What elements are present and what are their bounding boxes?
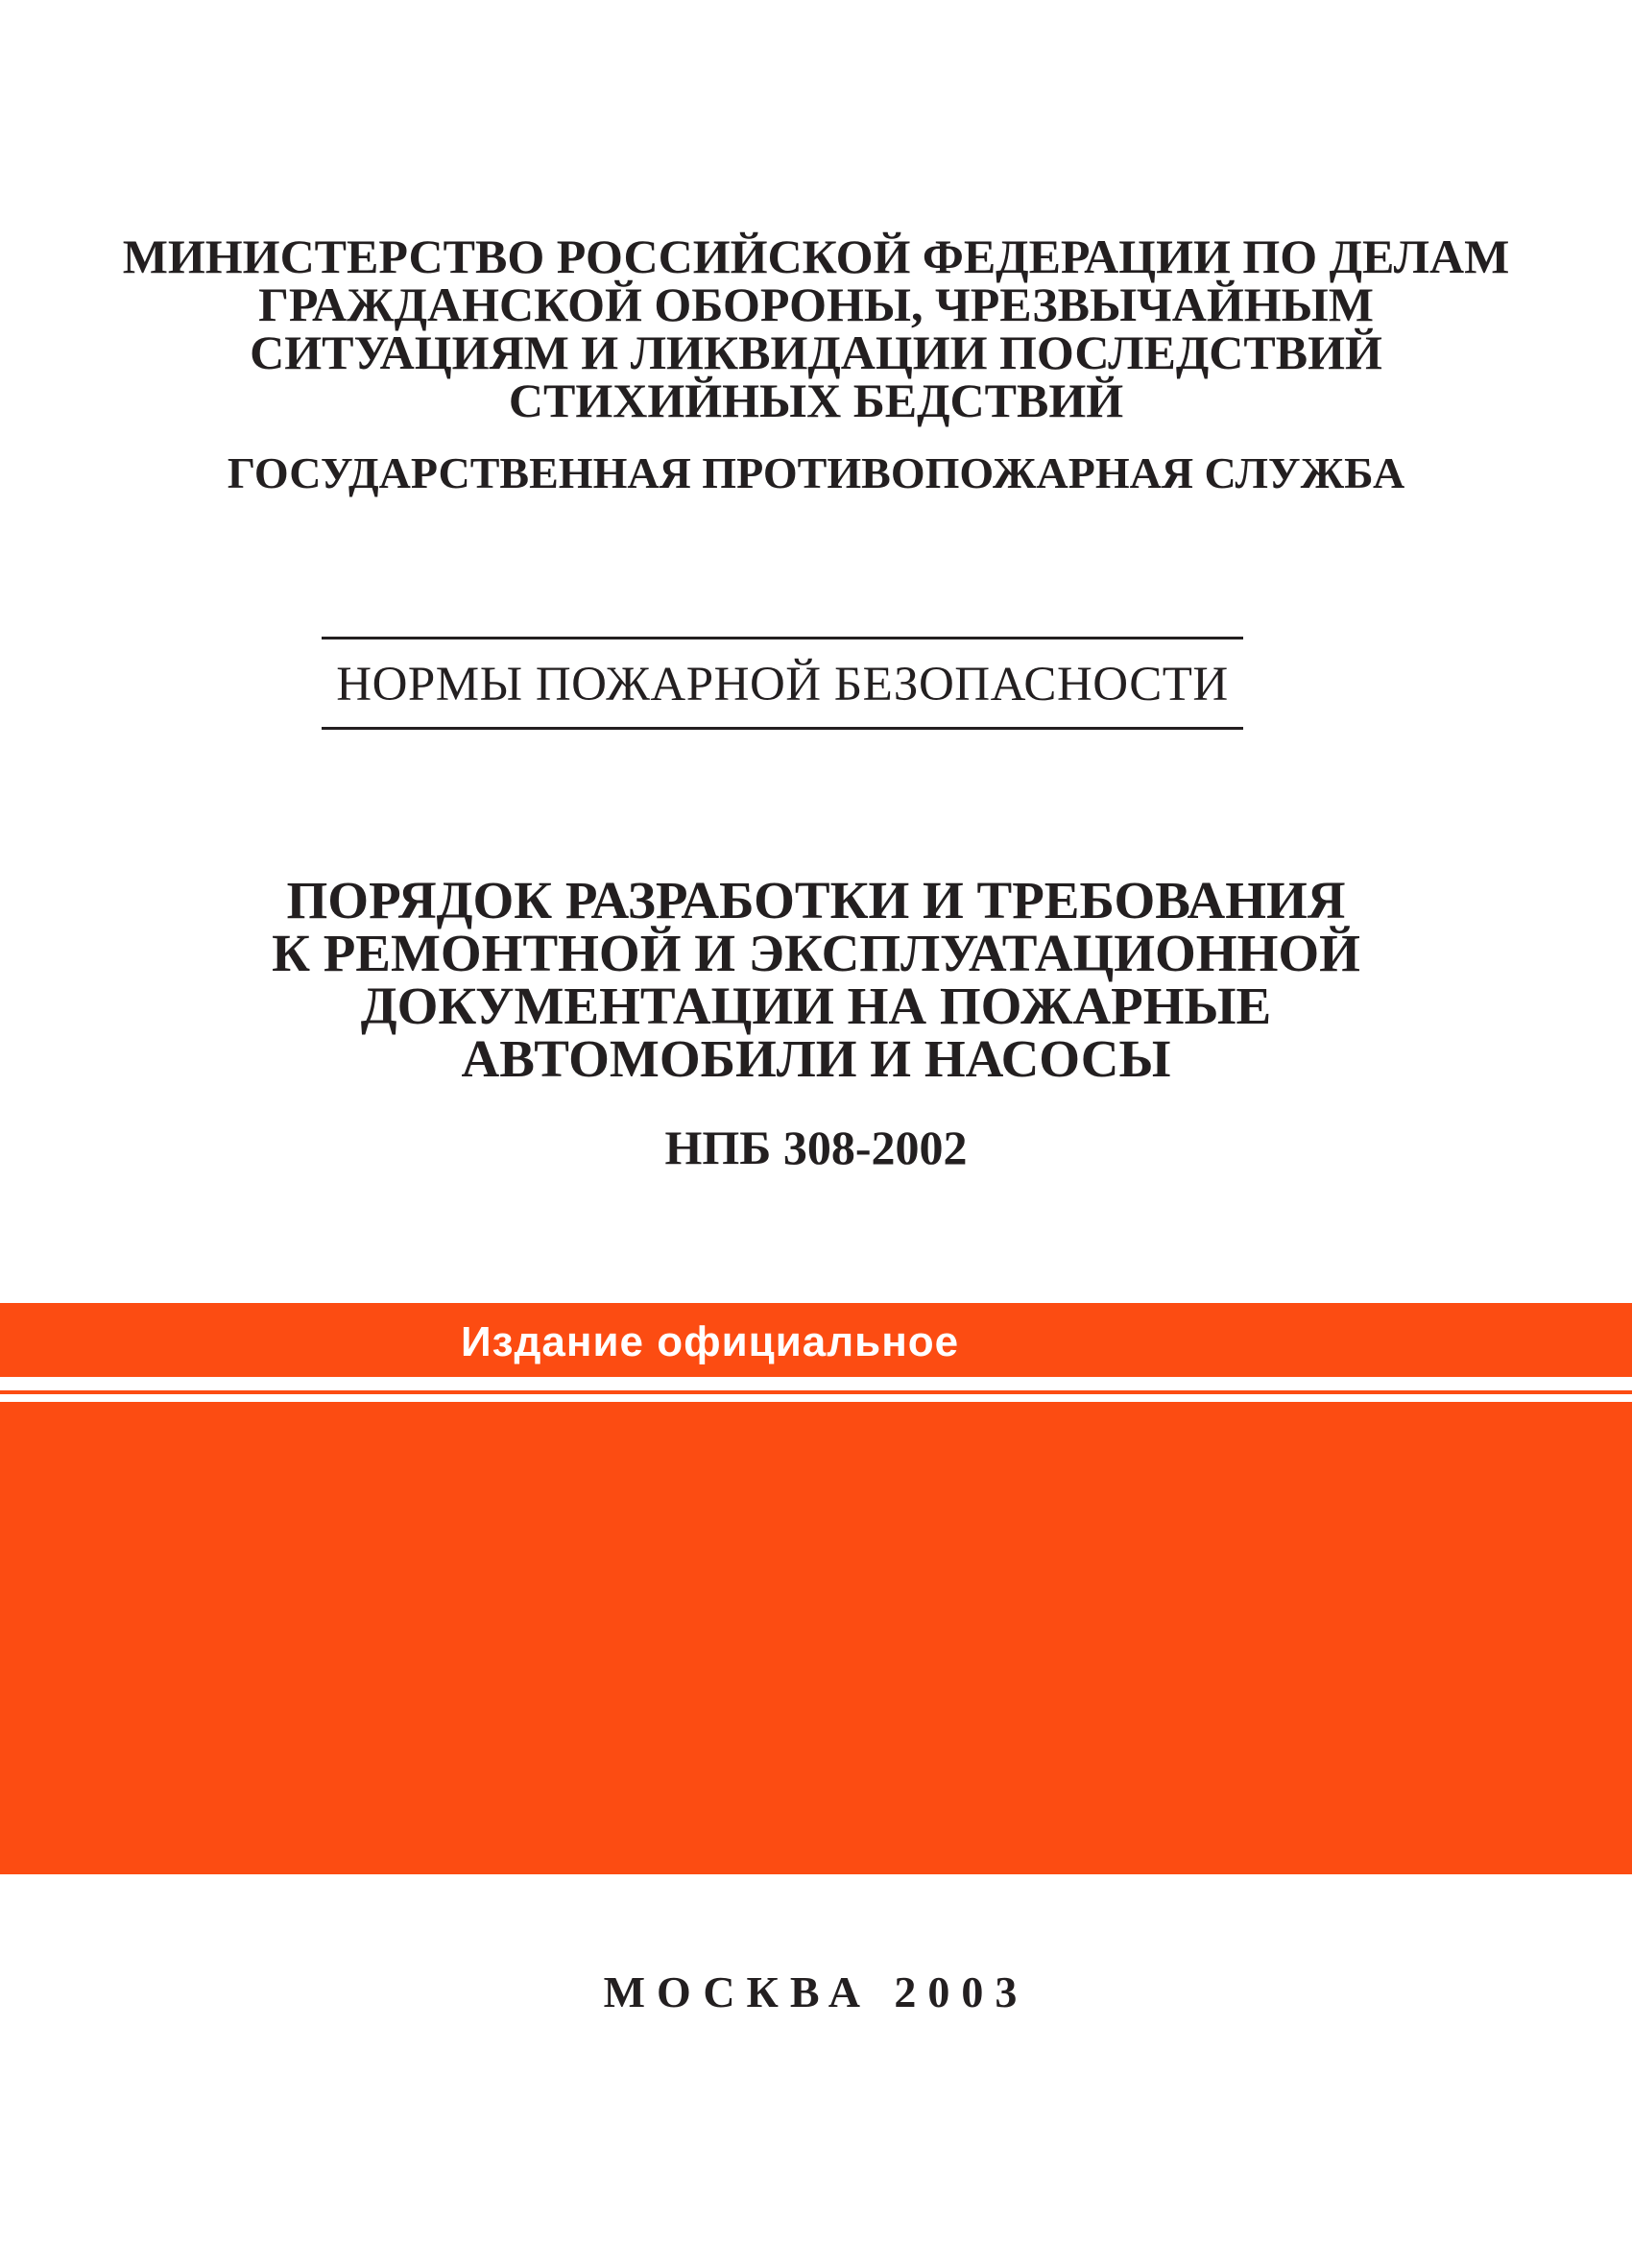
- ministry-line: СТИХИЙНЫХ БЕДСТВИЙ: [508, 374, 1124, 427]
- ministry-header: [0, 229, 1632, 427]
- accent-block: [0, 1402, 1632, 1874]
- service-name: ГОСУДАРСТВЕННАЯ ПРОТИВОПОЖАРНАЯ СЛУЖБА: [227, 448, 1405, 497]
- ministry-line: ГРАЖДАНСКОЙ ОБОРОНЫ, ЧРЕЗВЫЧАЙНЫМ: [258, 277, 1374, 331]
- city-year: МОСКВА 2003: [603, 1967, 1029, 2016]
- title-line: ПОРЯДОК РАЗРАБОТКИ И ТРЕБОВАНИЯ: [286, 871, 1346, 929]
- ministry-line: МИНИСТЕРСТВО РОССИЙСКОЙ ФЕДЕРАЦИИ ПО ДЕЛАМ: [122, 229, 1510, 283]
- document-title: [0, 871, 1632, 1088]
- bottom-rule: [322, 727, 1243, 730]
- category-box: [322, 637, 1243, 730]
- title-line: К РЕМОНТНОЙ И ЭКСПЛУАТАЦИОННОЙ: [272, 924, 1360, 982]
- accent-divider: [0, 1390, 1632, 1394]
- document-code: НПБ 308-2002: [664, 1121, 968, 1174]
- title-line: АВТОМОБИЛИ И НАСОСЫ: [461, 1029, 1171, 1088]
- edition-label: Издание официальное: [461, 1318, 960, 1365]
- category-title: НОРМЫ ПОЖАРНОЙ БЕЗОПАСНОСТИ: [336, 658, 1229, 712]
- ministry-line: СИТУАЦИЯМ И ЛИКВИДАЦИИ ПОСЛЕДСТВИЙ: [250, 326, 1382, 379]
- title-line: ДОКУМЕНТАЦИИ НА ПОЖАРНЫЕ: [360, 977, 1272, 1035]
